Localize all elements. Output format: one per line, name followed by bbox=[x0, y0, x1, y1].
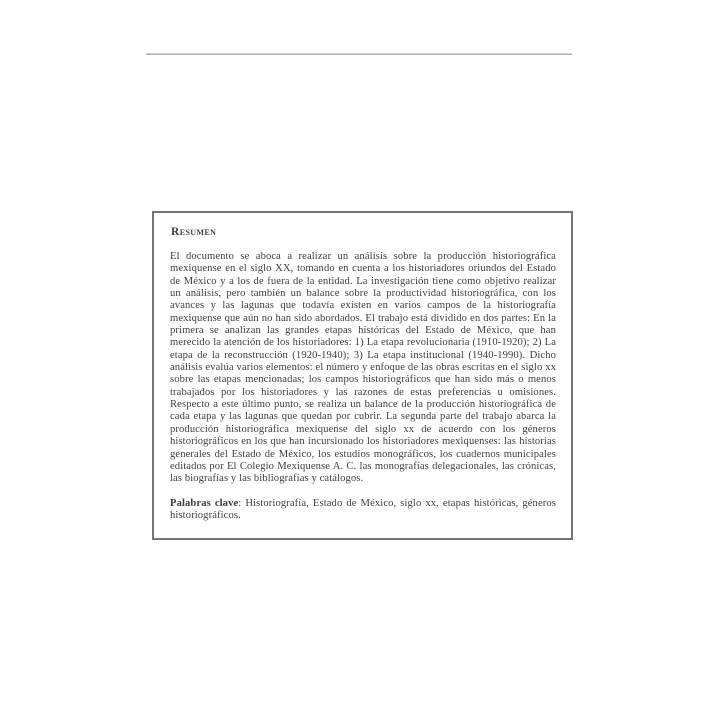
keywords-text: : Historiografía, Estado de México, siglo xx, etapas históricas, géneros historiográficos. bbox=[170, 497, 557, 521]
keywords-line bbox=[170, 498, 556, 523]
abstract-paragraph: El documento se aboca a realizar un análisis sobre la producción historiográfica mexiquense en el siglo XX, tomando en cuenta a los historiadores oriundos del Estado de México y a los de fuera de la entidad. La investigación tiene como objetivo realizar un análisis, pero también un balance sobre la productividad historiográfica, con los avances y las lagunas que todavía existen en varios campos de la historiografía mexiquense que aún no han sido abordados. El trabajo está dividido en dos partes: En la primera se analizan las grandes etapas históricas del Estado de México, que han merecido la atención de los historiadores: 1) La etapa revolucionaria (1910-1920); 2) La etapa de la reconstrucción (1920-1940); 3) La etapa institucional (1940-1990). Dicho análisis evalúa varios elementos: el número y enfoque de las obras escritas en el siglo xx sobre las etapas mencionadas; los campos historiográficos que han sido más o menos trabajados por los historiadores y las razones de estas preferencias u omisiones. Respecto a este último punto, se realiza un balance de la producción historiográfica de cada etapa y las lagunas que quedan por cubrir. La segunda parte del trabajo abarca la producción historiográfica mexiquense del siglo xx de acuerdo con los géneros historiográficos en los que han incursionado los historiadores mexiquenses: las historias generales del Estado de México, los estudios monográficos, los cuadernos municipales editados por El Colegio Mexiquense A. C. las monografías delegacionales, las crónicas, las biografías y las bibliografías y catálogos. bbox=[170, 251, 556, 485]
header-rule bbox=[146, 53, 572, 55]
abstract-heading: Resumen bbox=[171, 226, 217, 238]
keywords-label: Palabras clave bbox=[170, 497, 239, 509]
abstract-box bbox=[152, 211, 573, 540]
